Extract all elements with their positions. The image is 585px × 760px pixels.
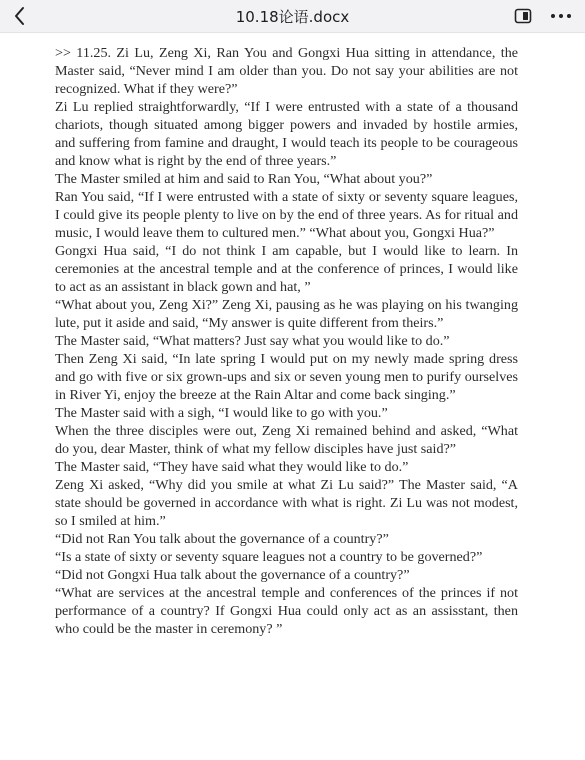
more-horizontal-icon[interactable] — [548, 7, 574, 25]
document-body — [55, 44, 518, 638]
paragraph: Gongxi Hua said, “I do not think I am capable, but I would like to learn. In ceremonies at the ancestral temple and at the conference of princes, I would like to act as an assistant in black gown and hat, ” — [55, 243, 518, 295]
paragraph: “What are services at the ancestral temple and conferences of the princes if not performance of a country? If Gongxi Hua could only act as an assisstant, then who could be the master in ceremony? ” — [55, 585, 518, 637]
document-title: 10.18论语.docx — [235, 8, 350, 26]
reader-view-icon[interactable] — [514, 7, 532, 25]
paragraph: The Master said, “What matters? Just say what you would like to do.” — [55, 333, 450, 349]
paragraph: Ran You said, “If I were entrusted with a state of sixty or seventy square leagues, I could give its people plenty to live on by the end of three years. As for ritual and music, I would leave them to cultured men.” “What about you, Gongxi Hua?” — [55, 189, 518, 241]
paragraph: The Master said, “They have said what they would like to do.” — [55, 459, 409, 475]
paragraph: “What about you, Zeng Xi?” Zeng Xi, pausing as he was playing on his twanging lute, put it aside and said, “My answer is quite different from theirs.” — [55, 297, 518, 331]
paragraph: The Master smiled at him and said to Ran You, “What about you?” — [55, 171, 433, 187]
paragraph: When the three disciples were out, Zeng Xi remained behind and asked, “What do you, dear Master, think of what my fellow disciples have just said?” — [55, 423, 518, 457]
paragraph: Zeng Xi asked, “Why did you smile at what Zi Lu said?” The Master said, “A state should be governed in accordance with what is right. Zi Lu was not modest, so I smiled at him.” — [55, 477, 518, 529]
paragraph: “Did not Ran You talk about the governance of a country?” — [55, 531, 389, 547]
paragraph: >> 11.25. Zi Lu, Zeng Xi, Ran You and Gongxi Hua sitting in attendance, the Master said, “Never mind I am older than you. Do not say your abilities are not recognized. What if they were?” — [55, 45, 518, 97]
paragraph: Zi Lu replied straightforwardly, “If I were entrusted with a state of a thousand chariots, though situated among bigger powers and invaded by hostile armies, and suffering from famine and draught, I would teach its people to be courageous and know what is right by the end of three years.” — [55, 99, 518, 169]
paragraph: The Master said with a sigh, “I would like to go with you.” — [55, 405, 388, 421]
top-bar — [0, 0, 585, 33]
paragraph: Then Zeng Xi said, “In late spring I would put on my newly made spring dress and go with five or six grown-ups and six or seven young men to purify ourselves in River Yi, enjoy the breeze at the Rain Altar and come back singing.” — [55, 351, 518, 403]
paragraph: “Did not Gongxi Hua talk about the governance of a country?” — [55, 567, 410, 583]
paragraph: “Is a state of sixty or seventy square leagues not a country to be governed?” — [55, 549, 483, 565]
